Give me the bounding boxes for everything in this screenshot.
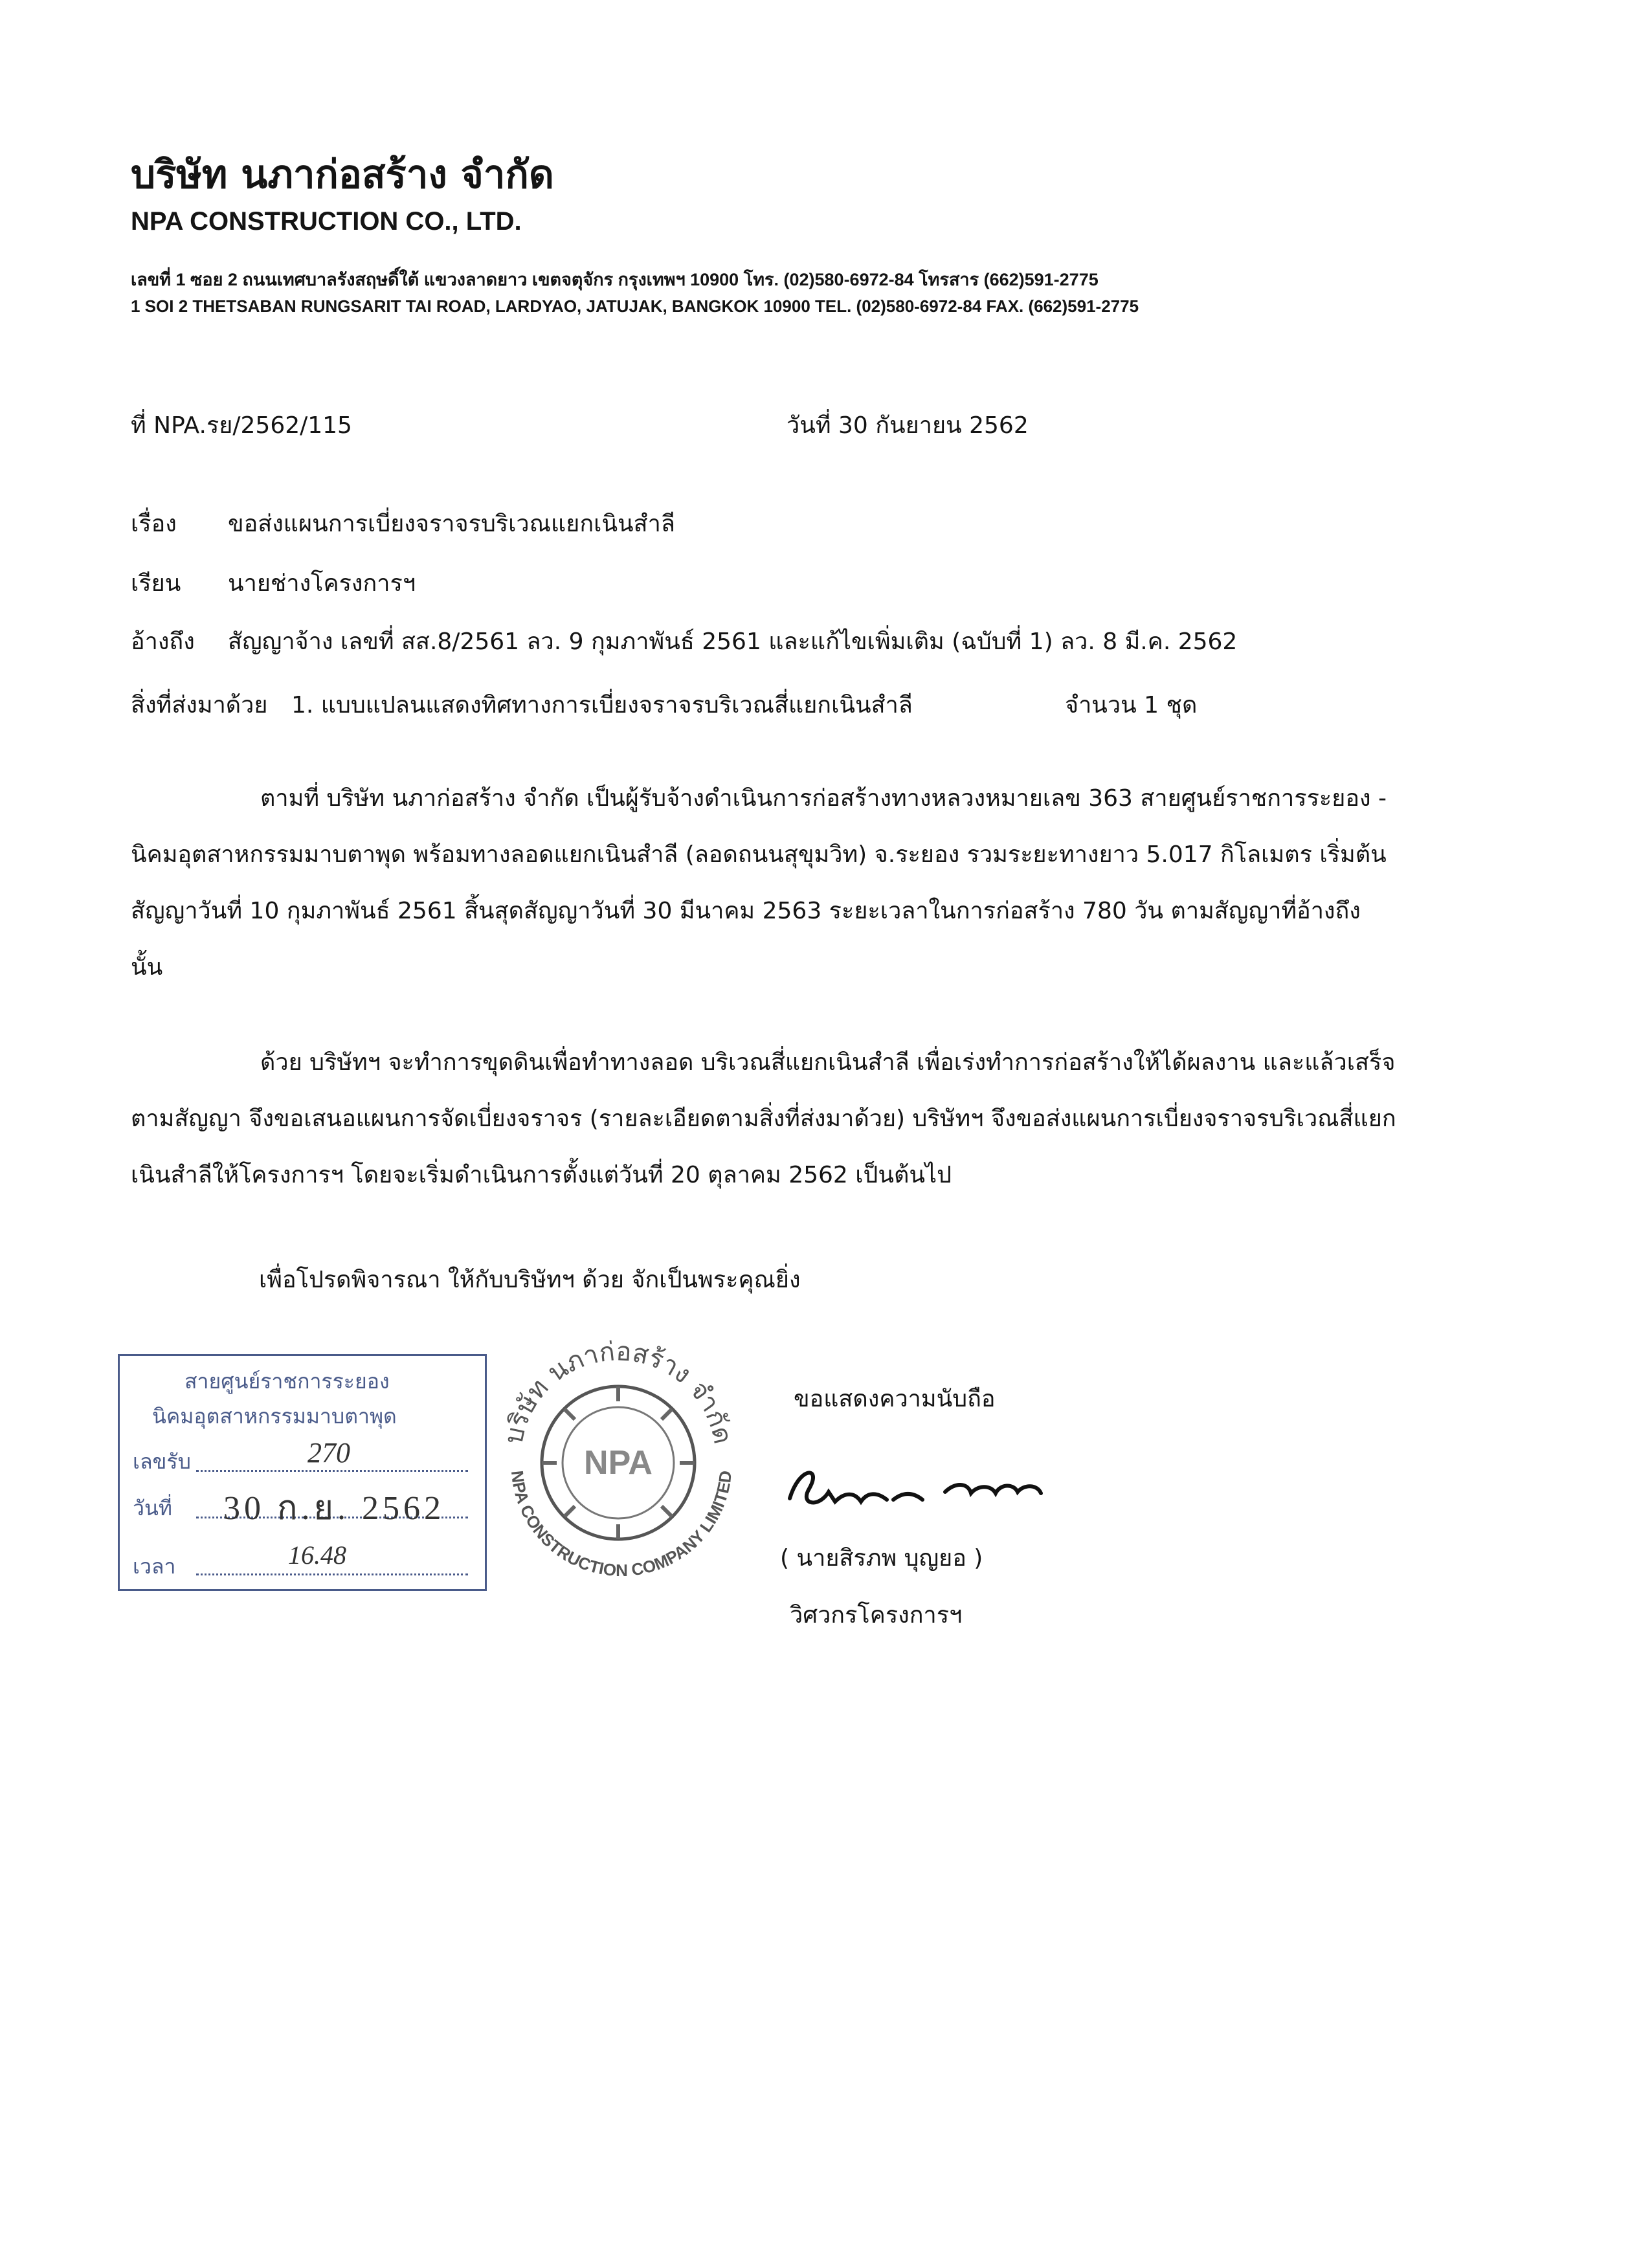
- stamp-dotted-line: [196, 1573, 468, 1575]
- letter-date: วันที่ 30 กันยายน 2562: [787, 412, 1029, 439]
- stamp-date: 30 ก.ย. 2562: [223, 1490, 445, 1527]
- body-paragraph-2: ด้วย บริษัทฯ จะทำการขุดดินเพื่อทำทางลอด บริเวณสี่แยกเนินสำลี เพื่อเร่งทำการก่อสร้างให้ได้ผลงาน และแล้วเสร็จตามสัญญา จึงขอเสนอแผนการจัดเบี่ยงจราจร (รายละเอียดตามสิ่งที่ส่งมาด้วย) บริษัทฯ จึงขอส่งแผนการเบี่ยงจราจรบริเวณสี่แยกเนินสำลีให้โครงการฯ โดยจะเริ่มดำเนินการตั้งแต่วันที่ 20 ตุลาคม 2562 เป็นต้นไป: [131, 1049, 1396, 1188]
- seal-bottom-text: NPA CONSTRUCTION COMPANY LIMITED: [507, 1469, 736, 1581]
- stamp-dotted-line: [196, 1470, 468, 1472]
- stamp-date-label: วันที่: [133, 1496, 172, 1520]
- stamp-number: 270: [307, 1437, 350, 1469]
- reference-text: สัญญาจ้าง เลขที่ สส.8/2561 ลว. 9 กุมภาพันธ์ 2561 และแก้ไขเพิ่มเติม (ฉบับที่ 1) ลว. 8 มี.ค. 2562: [228, 628, 1238, 655]
- signer-title: วิศวกรโครงการฯ: [790, 1602, 963, 1629]
- receipt-stamp: [118, 1354, 487, 1591]
- closing-regards: ขอแสดงความนับถือ: [794, 1386, 996, 1412]
- seal-center-text: NPA: [584, 1444, 653, 1482]
- stamp-line-1: สายศูนย์ราชการระยอง: [184, 1370, 390, 1393]
- recipient-label: เรียน: [131, 570, 181, 597]
- reference-label: อ้างถึง: [131, 628, 195, 655]
- enclosure-label: สิ่งที่ส่งมาด้วย: [131, 692, 268, 718]
- stamp-line-2: นิคมอุตสาหกรรมมาบตาพุด: [152, 1405, 397, 1428]
- reference-number: ที่ NPA.รย/2562/115: [131, 412, 352, 439]
- address-english: 1 SOI 2 THETSABAN RUNGSARIT TAI ROAD, LARDYAO, JATUJAK, BANGKOK 10900 TEL. (02)580-6972-84 FAX. (662)591-2775: [131, 296, 1139, 316]
- enclosure-quantity: จำนวน 1 ชุด: [1065, 692, 1198, 718]
- address-thai: เลขที่ 1 ซอย 2 ถนนเทศบาลรังสฤษดิ์ใต้ แขวงลาดยาว เขตจตุจักร กรุงเทพฯ 10900 โทร. (02)580-6972-84 โทรสาร (662)591-2775: [131, 270, 1099, 289]
- recipient-text: นายช่างโครงการฯ: [228, 570, 416, 597]
- company-name-english: NPA CONSTRUCTION CO., LTD.: [131, 207, 522, 236]
- company-seal: [486, 1330, 751, 1595]
- seal-top-text: บริษัท นภาก่อสร้าง จำกัด: [498, 1337, 738, 1447]
- body-paragraph-1: ตามที่ บริษัท นภาก่อสร้าง จำกัด เป็นผู้รับจ้างดำเนินการก่อสร้างทางหลวงหมายเลข 363 สายศูนย์ราชการระยอง - นิคมอุตสาหกรรมมาบตาพุด พร้อมทางลอดแยกเนินสำลี (ลอดถนนสุขุมวิท) จ.ระยอง รวมระยะทางยาว 5.017 กิโลเมตร เริ่มต้นสัญญาวันที่ 10 กุมภาพันธ์ 2561 สิ้นสุดสัญญาวันที่ 30 มีนาคม 2563 ระยะเวลาในการก่อสร้าง 780 วัน ตามสัญญาที่อ้างถึง นั้น: [131, 785, 1387, 981]
- stamp-time-label: เวลา: [133, 1555, 176, 1578]
- enclosure-text: 1. แบบแปลนแสดงทิศทางการเบี่ยงจราจรบริเวณสี่แยกเนินสำลี: [291, 692, 913, 718]
- subject-label: เรื่อง: [131, 511, 177, 537]
- stamp-number-label: เลขรับ: [133, 1450, 191, 1473]
- company-name-thai: บริษัท นภาก่อสร้าง จำกัด: [131, 152, 554, 197]
- subject-text: ขอส่งแผนการเบี่ยงจราจรบริเวณแยกเนินสำลี: [228, 511, 675, 537]
- stamp-time: 16.48: [288, 1540, 346, 1570]
- closing-sentence: เพื่อโปรดพิจารณา ให้กับบริษัทฯ ด้วย จักเป็นพระคุณยิ่ง: [259, 1267, 801, 1293]
- handwritten-signature: [783, 1453, 1055, 1531]
- signer-name: ( นายสิรภพ บุญยอ ): [780, 1545, 983, 1572]
